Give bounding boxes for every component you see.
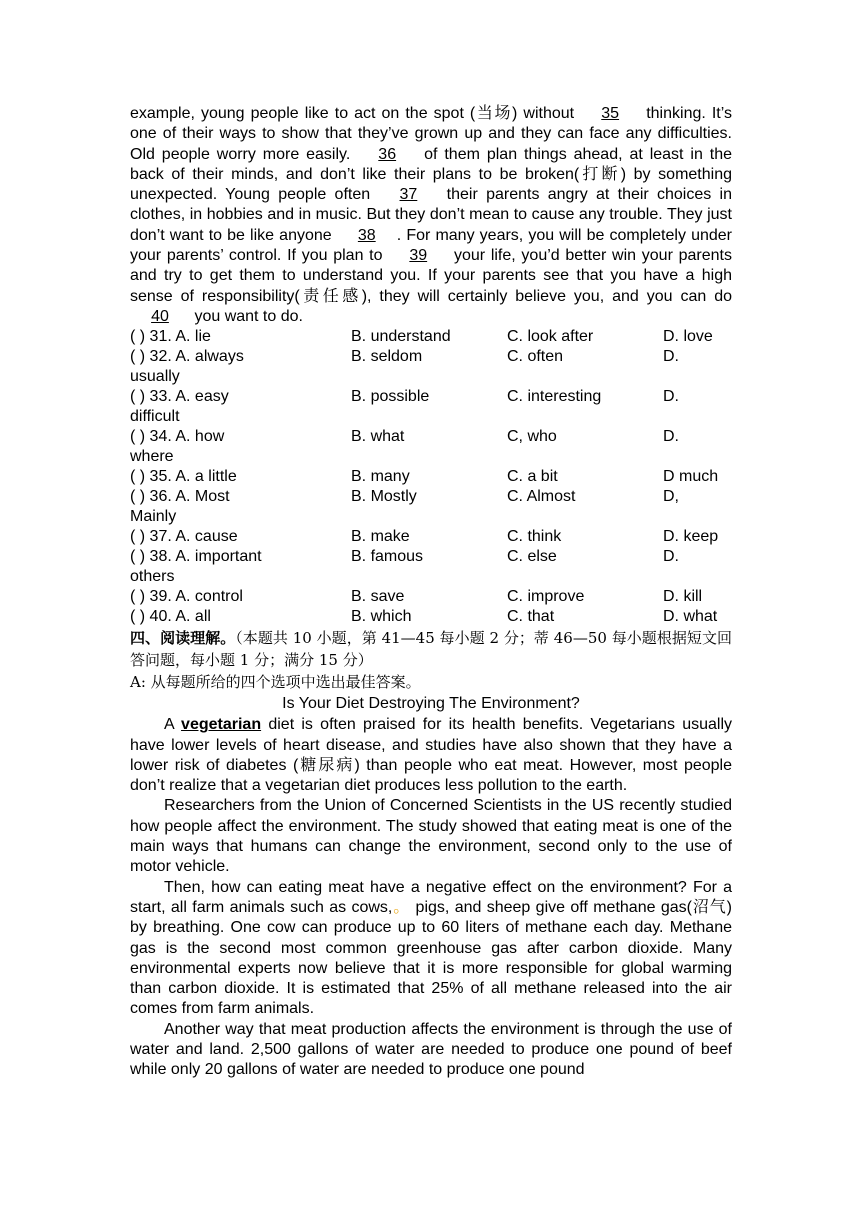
question-row-33 <box>130 387 732 407</box>
blank-39: 39 <box>409 247 428 265</box>
option-a: ( ) 32. A. always <box>130 348 244 366</box>
option-c: C. a bit <box>507 468 558 486</box>
option-d: D, <box>663 488 679 506</box>
option-a: ( ) 40. A. all <box>130 608 211 626</box>
option-d: D. what <box>663 608 718 626</box>
option-b: B. make <box>351 528 410 546</box>
option-a: ( ) 31. A. lie <box>130 328 211 346</box>
question-row-33-wrap <box>130 407 732 427</box>
blank-35: 35 <box>601 105 620 122</box>
option-d-wrap: others <box>130 568 175 586</box>
section-heading-rest: （本题共 10 小题，第 41—45 每小题 2 分；蒂 46—50 每小题根据短文回答问题，每小题 1 分；满分 15 分） <box>130 629 732 670</box>
option-a: ( ) 36. A. Most <box>130 488 230 506</box>
article-paragraph-4: Another way that meat production affects the environment is through the use of water and land. 2,500 gallons of water are needed to produce one pound of beef while only 20 gallons of water are needed to produce one pound <box>130 1020 732 1079</box>
article-title: Is Your Diet Destroying The Environment? <box>282 695 580 713</box>
article-paragraph-2: Researchers from the Union of Concerned Scientists in the US recently studied how people affect the environment. The study showed that eating meat is one of the main ways that humans can change the environment, second only to the use of motor vehicle. <box>130 797 732 876</box>
option-d: D. <box>663 348 679 366</box>
option-d: D. <box>663 548 679 566</box>
question-row-32 <box>130 347 732 367</box>
option-d: D much <box>663 468 719 486</box>
option-d: D. <box>663 428 679 446</box>
option-a: ( ) 39. A. control <box>130 588 243 606</box>
vocabulary-word: vegetarian <box>181 716 262 734</box>
section-heading-bold: 四、阅读理解。 <box>130 629 236 648</box>
cloze-text: of them plan things ahead, at least in the back of their minds, and don’t like their plans to be broken(打断) by something unexpected. Young people often <box>130 145 732 204</box>
cloze-text: thinking. It’s one of their ways to show that they’ve grown up and they can face any difficulties. Old people worry more easily. <box>130 105 733 163</box>
question-options-list <box>130 327 732 627</box>
section-instruction: A: 从每题所给的四个选项中选出最佳答案。 <box>130 673 421 692</box>
option-c: C, who <box>507 428 557 446</box>
option-c: C. interesting <box>507 388 602 406</box>
question-row-34 <box>130 427 732 447</box>
cloze-text: your life, you’d better win your parents and try to get them to understand you. If your parents see that you have a high sense of responsibility(责任感), they will certainly believe you, and you can do <box>130 247 732 305</box>
question-row-40 <box>130 607 732 627</box>
question-row-37 <box>130 527 732 547</box>
option-d-wrap: usually <box>130 368 180 386</box>
option-a: ( ) 37. A. cause <box>130 528 238 546</box>
blank-38: 38 <box>357 226 376 244</box>
question-row-31 <box>130 327 732 347</box>
blank-37: 37 <box>399 186 418 204</box>
cloze-text: . For many years, you will be completely under your parents’ control. If you plan to <box>130 226 732 265</box>
option-a: ( ) 33. A. easy <box>130 388 229 406</box>
paragraph-text: Then, how can eating meat have a negative effect on the environment? For a start, all farm animals such as cows, <box>130 878 732 916</box>
option-d-wrap: Mainly <box>130 508 177 526</box>
option-b: B. what <box>351 428 405 446</box>
question-row-39 <box>130 587 732 607</box>
blank-40: 40 <box>151 307 169 325</box>
option-a: ( ) 35. A. a little <box>130 468 237 486</box>
paragraph-text: A <box>164 716 182 734</box>
option-b: B. famous <box>351 548 424 566</box>
cloze-text: you want to do. <box>190 307 303 325</box>
question-row-36 <box>130 487 732 507</box>
option-c: C. Almost <box>507 488 576 506</box>
option-b: B. seldom <box>351 348 423 366</box>
cloze-text: example, young people like to act on the spot (当场) without <box>130 105 581 122</box>
article-paragraph-1 <box>130 715 732 796</box>
option-c: C. often <box>507 348 564 366</box>
paragraph-text: diet is often praised for its health benefits. Vegetarians usually have lower levels of heart disease, and studies have also shown that they have a lower risk of diabetes (糖尿病) than people who eat meat. However, most people don’t realize that a vegetarian diet produces less pollution to the earth. <box>130 716 733 795</box>
article-paragraph-3 <box>130 878 732 1020</box>
option-b: B. possible <box>351 388 430 406</box>
section-heading <box>130 627 732 671</box>
question-row-38 <box>130 547 732 567</box>
option-d-wrap: difficult <box>130 408 180 426</box>
option-c: C. that <box>507 608 555 626</box>
question-row-38-wrap <box>130 567 732 587</box>
question-row-35 <box>130 467 732 487</box>
option-a: ( ) 34. A. how <box>130 428 225 446</box>
option-c: C. improve <box>507 588 585 606</box>
document-content <box>130 104 732 1081</box>
option-b: B. Mostly <box>351 488 417 506</box>
cloze-text: their parents angry at their choices in clothes, in hobbies and in music. But they don’t mean to cause any trouble. They just don’t want to be like anyone <box>130 186 732 244</box>
option-d-wrap: where <box>130 448 174 466</box>
option-d: D. kill <box>663 588 703 606</box>
question-row-32-wrap <box>130 367 732 387</box>
option-b: B. many <box>351 468 410 486</box>
question-row-34-wrap <box>130 447 732 467</box>
option-d: D. keep <box>663 528 719 546</box>
option-a: ( ) 38. A. important <box>130 548 262 566</box>
paragraph-text: pigs, and sheep give off methane gas(沼气) by breathing. One cow can produce up to 60 liters of methane each day. Methane gas is the second most common greenhouse gas after carbon dioxide. Many environmental experts now believe that it is more responsible for global warming than carbon dioxide. It is estimated that 25% of all methane released into the air comes from farm animals. <box>130 898 732 1018</box>
option-b: B. which <box>351 608 412 626</box>
stray-mark: 。 <box>392 898 411 916</box>
option-c: C. else <box>507 548 557 566</box>
option-d: D. <box>663 388 679 406</box>
option-b: B. save <box>351 588 405 606</box>
cloze-passage <box>130 104 732 327</box>
option-c: C. look after <box>507 328 594 346</box>
option-b: B. understand <box>351 328 451 346</box>
option-d: D. love <box>663 328 713 346</box>
question-row-36-wrap <box>130 507 732 527</box>
option-c: C. think <box>507 528 562 546</box>
blank-36: 36 <box>378 145 397 163</box>
